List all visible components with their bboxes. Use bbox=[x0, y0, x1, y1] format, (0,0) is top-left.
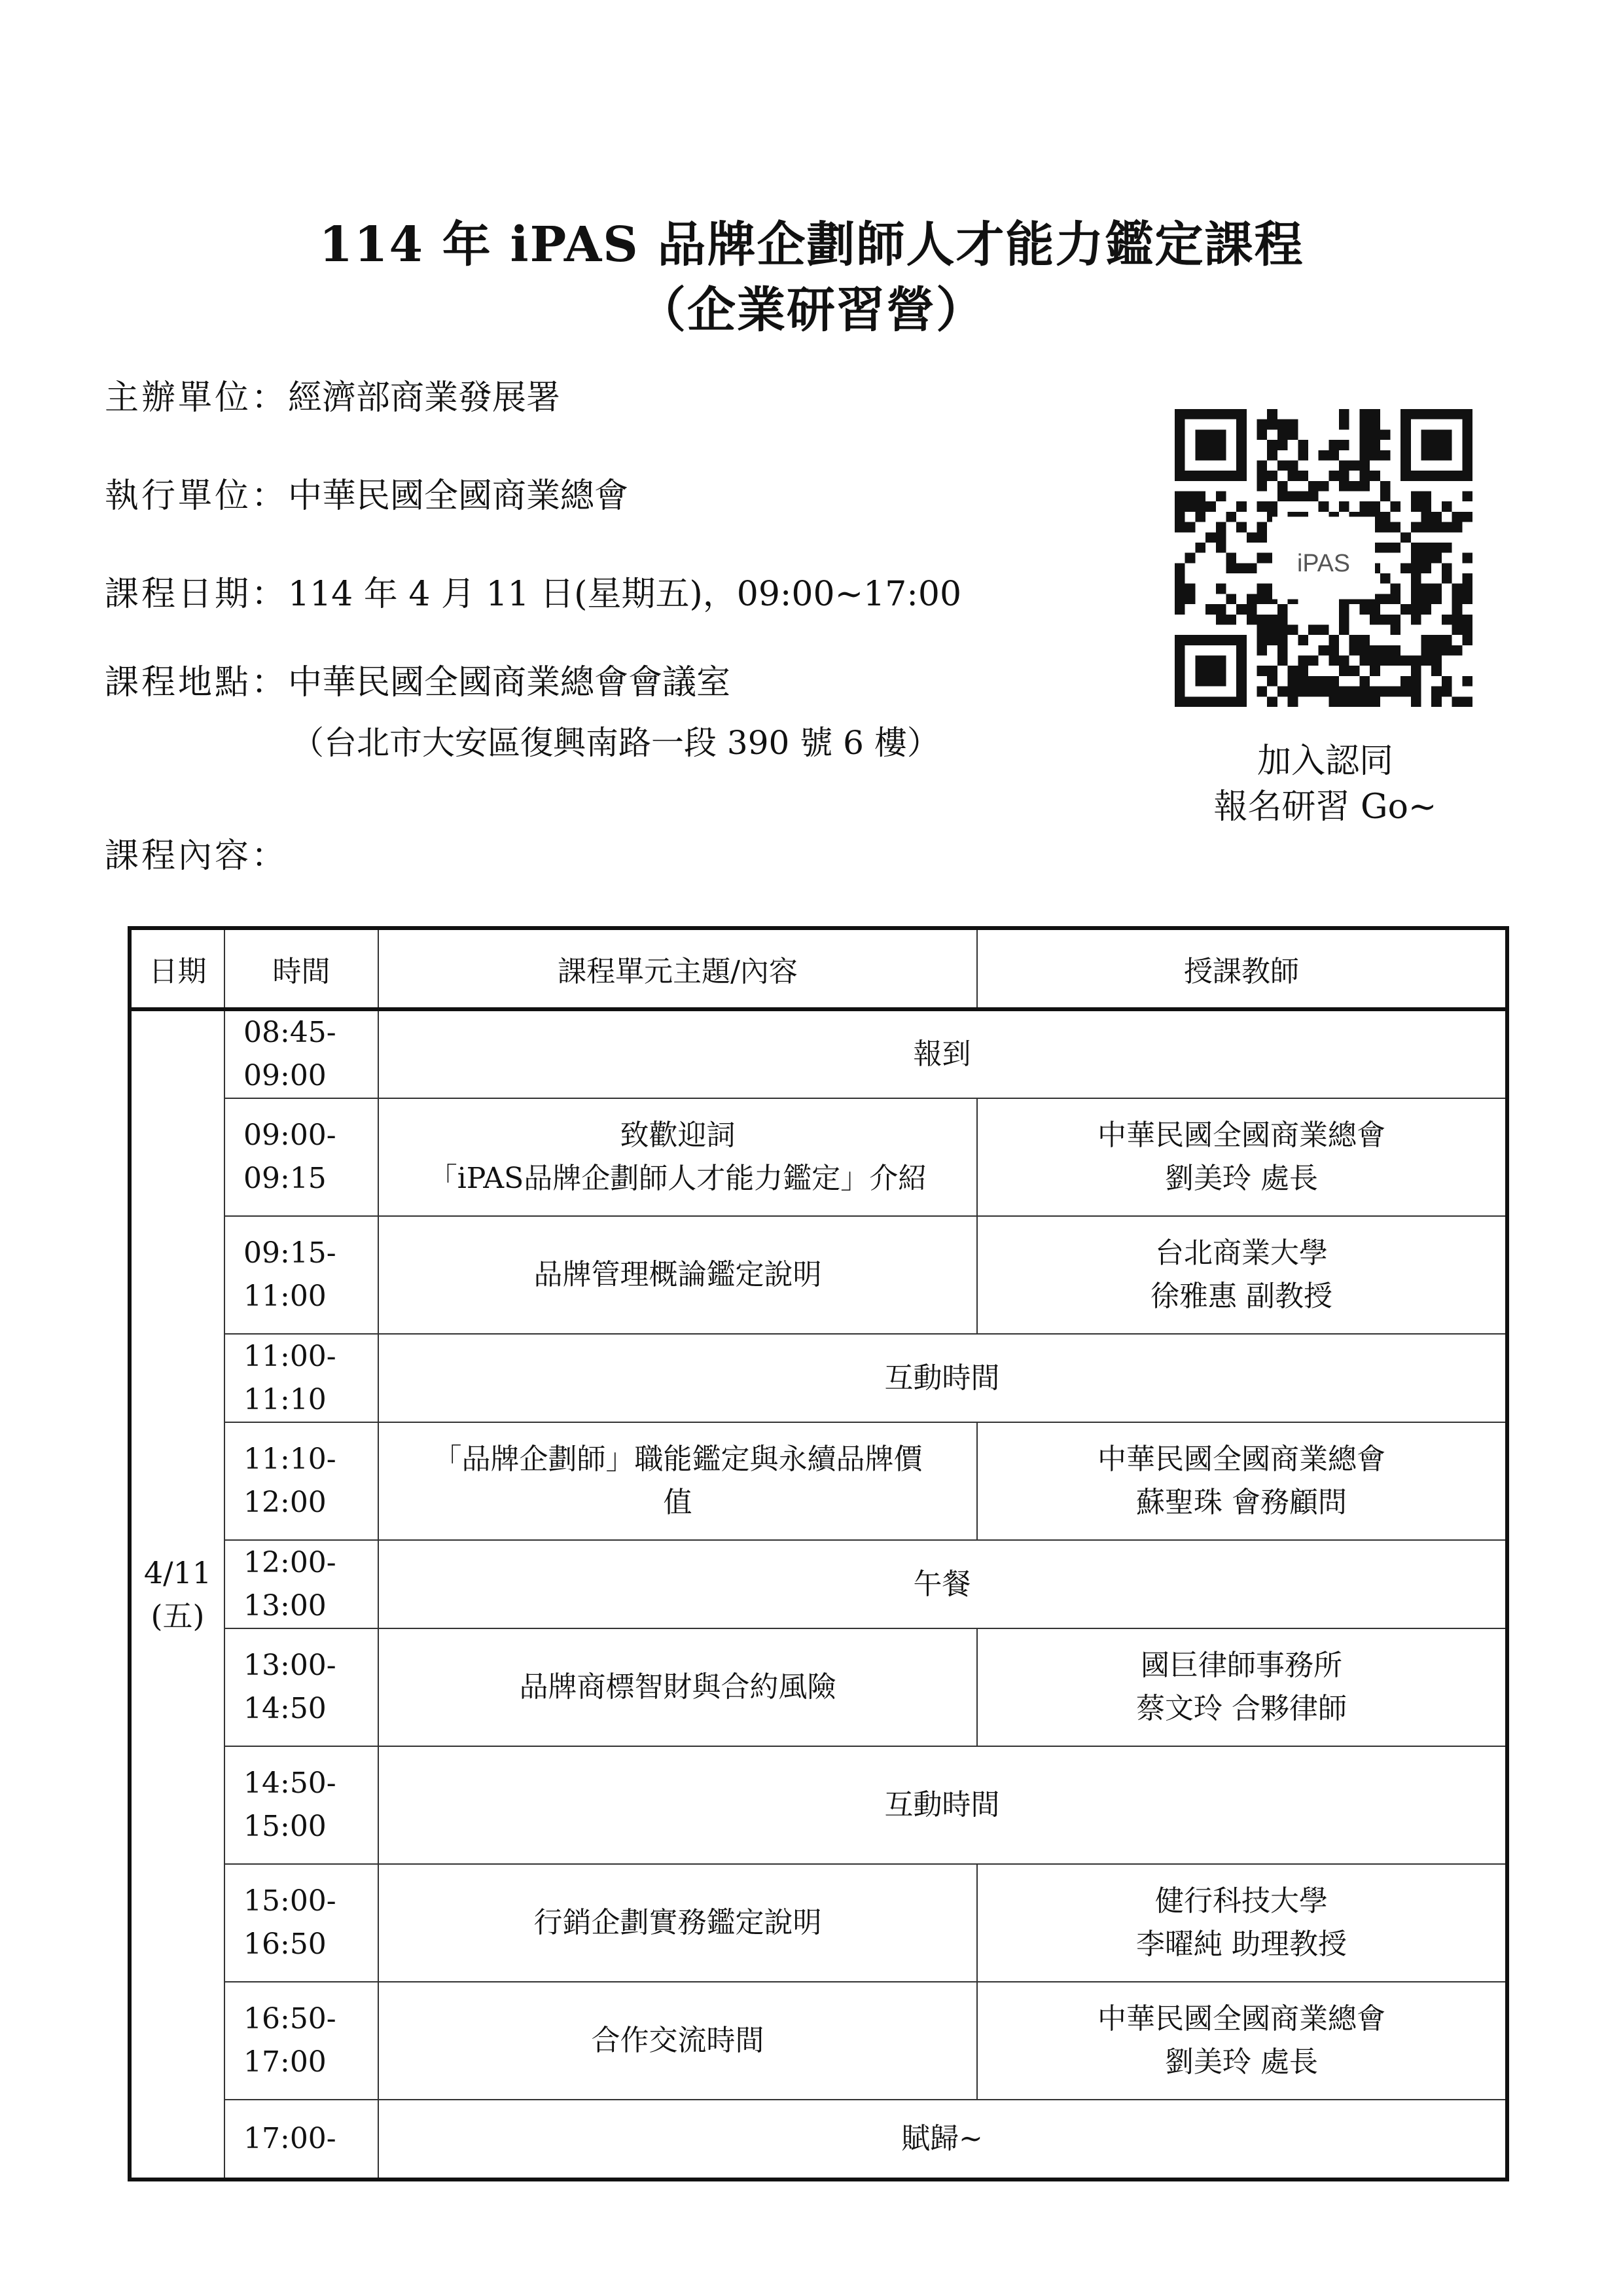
page-title: 114 年 iPAS 品牌企劃師人才能力鑑定課程 bbox=[319, 217, 1304, 273]
topic-cell bbox=[378, 1628, 977, 1746]
time-cell bbox=[224, 1009, 378, 1098]
organizer-label: 主辦單位： bbox=[105, 378, 289, 418]
time-cell bbox=[224, 1334, 378, 1422]
table-row bbox=[130, 1628, 1507, 1746]
date-line bbox=[105, 566, 961, 615]
teacher-line: 健行科技大學 bbox=[1155, 1884, 1328, 1918]
time-line: 09:00- bbox=[243, 1119, 336, 1152]
table-row bbox=[130, 1216, 1507, 1334]
executor-value: 中華民國全國商業總會 bbox=[288, 476, 629, 516]
table-row bbox=[130, 1334, 1507, 1422]
time-line: 16:50- bbox=[243, 2002, 336, 2036]
executor-label: 執行單位： bbox=[105, 476, 289, 516]
time-line: 17:00- bbox=[243, 2122, 336, 2155]
time-line: 08:45- bbox=[243, 1016, 336, 1049]
time-line: 12:00- bbox=[243, 1545, 336, 1579]
teacher-line: 李曜純 助理教授 bbox=[1136, 1928, 1347, 1961]
time-cell bbox=[224, 1628, 378, 1746]
time-line: 15:00 bbox=[243, 1810, 327, 1843]
table-row bbox=[130, 2100, 1507, 2179]
topic-cell bbox=[378, 1540, 1507, 1628]
header-topic: 課程單元主題/內容 bbox=[378, 928, 977, 1009]
time-line: 11:00- bbox=[243, 1339, 336, 1373]
time-line: 16:50 bbox=[243, 1928, 327, 1961]
topic-line: 互動時間 bbox=[884, 1361, 1000, 1395]
topic-line: 行銷企劃實務鑑定說明 bbox=[533, 1906, 822, 1939]
topic-cell bbox=[378, 1334, 1507, 1422]
page-subtitle: （企業研習營） bbox=[637, 282, 986, 338]
time-cell bbox=[224, 1098, 378, 1216]
time-cell bbox=[224, 1864, 378, 1982]
topic-cell bbox=[378, 2100, 1507, 2179]
time-line: 15:00- bbox=[243, 1884, 336, 1918]
topic-cell bbox=[378, 1982, 977, 2100]
date-value: 114 年 4 月 11 日(星期五)，09:00~17:00 bbox=[288, 575, 962, 614]
venue-value: 中華民國全國商業總會會議室 bbox=[288, 663, 731, 702]
qr-caption-line1: 加入認同 bbox=[1257, 742, 1393, 781]
venue-line bbox=[105, 655, 730, 704]
header-time: 時間 bbox=[224, 928, 378, 1009]
teacher-line: 中華民國全國商業總會 bbox=[1097, 2002, 1385, 2036]
organizer-line bbox=[105, 370, 560, 419]
table-row bbox=[130, 1746, 1507, 1864]
topic-line: 賦歸~ bbox=[901, 2122, 983, 2155]
table-row bbox=[130, 1009, 1507, 1098]
qr-code[interactable] bbox=[1175, 409, 1472, 707]
time-cell bbox=[224, 1540, 378, 1628]
time-line: 09:15- bbox=[243, 1236, 336, 1270]
teacher-line: 中華民國全國商業總會 bbox=[1097, 1443, 1385, 1476]
time-line: 12:00 bbox=[243, 1486, 327, 1519]
teacher-line: 蘇聖珠 會務顧問 bbox=[1136, 1486, 1347, 1519]
time-cell bbox=[224, 2100, 378, 2179]
teacher-line: 劉美玲 處長 bbox=[1165, 2045, 1318, 2079]
executor-line bbox=[105, 468, 628, 517]
teacher-cell bbox=[977, 1098, 1507, 1216]
teacher-line: 中華民國全國商業總會 bbox=[1097, 1119, 1385, 1152]
venue-address: （台北市大安區復興南路一段 390 號 6 樓） bbox=[291, 724, 940, 762]
table-row bbox=[130, 1098, 1507, 1216]
date-cell-line: (五) bbox=[151, 1598, 205, 1634]
table-row bbox=[130, 1540, 1507, 1628]
teacher-cell bbox=[977, 1982, 1507, 2100]
teacher-line: 台北商業大學 bbox=[1155, 1236, 1328, 1270]
date-cell-line: 4/11 bbox=[143, 1555, 212, 1590]
date-cell bbox=[130, 1009, 224, 2179]
qr-logo-text: iPAS bbox=[1297, 548, 1350, 577]
schedule-table bbox=[128, 926, 1509, 2181]
teacher-line: 國巨律師事務所 bbox=[1141, 1649, 1342, 1682]
time-cell bbox=[224, 1746, 378, 1864]
time-line: 11:10 bbox=[243, 1382, 327, 1416]
topic-line: 「品牌企劃師」職能鑑定與永續品牌價 bbox=[433, 1443, 923, 1476]
topic-line: 互動時間 bbox=[884, 1788, 1000, 1821]
time-line: 09:00 bbox=[243, 1059, 327, 1092]
topic-cell bbox=[378, 1746, 1507, 1864]
header-date: 日期 bbox=[130, 928, 224, 1009]
teacher-cell bbox=[977, 1216, 1507, 1334]
time-line: 14:50- bbox=[243, 1767, 336, 1800]
teacher-cell bbox=[977, 1628, 1507, 1746]
table-row bbox=[130, 1864, 1507, 1982]
time-line: 09:15 bbox=[243, 1162, 327, 1195]
qr-caption-line2: 報名研習 Go~ bbox=[1213, 787, 1437, 827]
time-cell bbox=[224, 1216, 378, 1334]
topic-line: 品牌商標智財與合約風險 bbox=[519, 1670, 836, 1704]
teacher-line: 劉美玲 處長 bbox=[1165, 1162, 1318, 1195]
teacher-line: 蔡文玲 合夥律師 bbox=[1136, 1692, 1347, 1725]
table-header-row bbox=[130, 928, 1507, 1009]
topic-cell bbox=[378, 1864, 977, 1982]
header-teacher: 授課教師 bbox=[977, 928, 1507, 1009]
time-line: 13:00 bbox=[243, 1588, 327, 1623]
topic-cell bbox=[378, 1422, 977, 1540]
teacher-cell bbox=[977, 1864, 1507, 1982]
table-row bbox=[130, 1422, 1507, 1540]
time-cell bbox=[224, 1982, 378, 2100]
venue-label: 課程地點： bbox=[105, 663, 289, 702]
time-line: 11:10- bbox=[243, 1443, 336, 1476]
topic-line: 品牌管理概論鑑定說明 bbox=[533, 1258, 822, 1291]
content-label: 課程內容： bbox=[105, 836, 289, 876]
organizer-value: 經濟部商業發展署 bbox=[288, 378, 561, 418]
time-cell bbox=[224, 1422, 378, 1540]
topic-line: 值 bbox=[663, 1486, 692, 1519]
topic-cell bbox=[378, 1216, 977, 1334]
topic-line: 報到 bbox=[913, 1037, 971, 1071]
time-line: 17:00 bbox=[243, 2045, 327, 2079]
time-line: 13:00- bbox=[243, 1649, 336, 1682]
topic-line: 午餐 bbox=[913, 1567, 971, 1601]
topic-line: 「iPAS品牌企劃師人才能力鑑定」介紹 bbox=[428, 1162, 927, 1195]
time-line: 11:00 bbox=[243, 1280, 327, 1313]
teacher-cell bbox=[977, 1422, 1507, 1540]
topic-cell bbox=[378, 1098, 977, 1216]
topic-line: 合作交流時間 bbox=[591, 2024, 764, 2057]
date-label: 課程日期： bbox=[105, 575, 289, 614]
teacher-line: 徐雅惠 副教授 bbox=[1150, 1280, 1332, 1313]
table-row bbox=[130, 1982, 1507, 2100]
topic-line: 致歡迎詞 bbox=[620, 1119, 736, 1152]
time-line: 14:50 bbox=[243, 1692, 327, 1725]
topic-cell bbox=[378, 1009, 1507, 1098]
